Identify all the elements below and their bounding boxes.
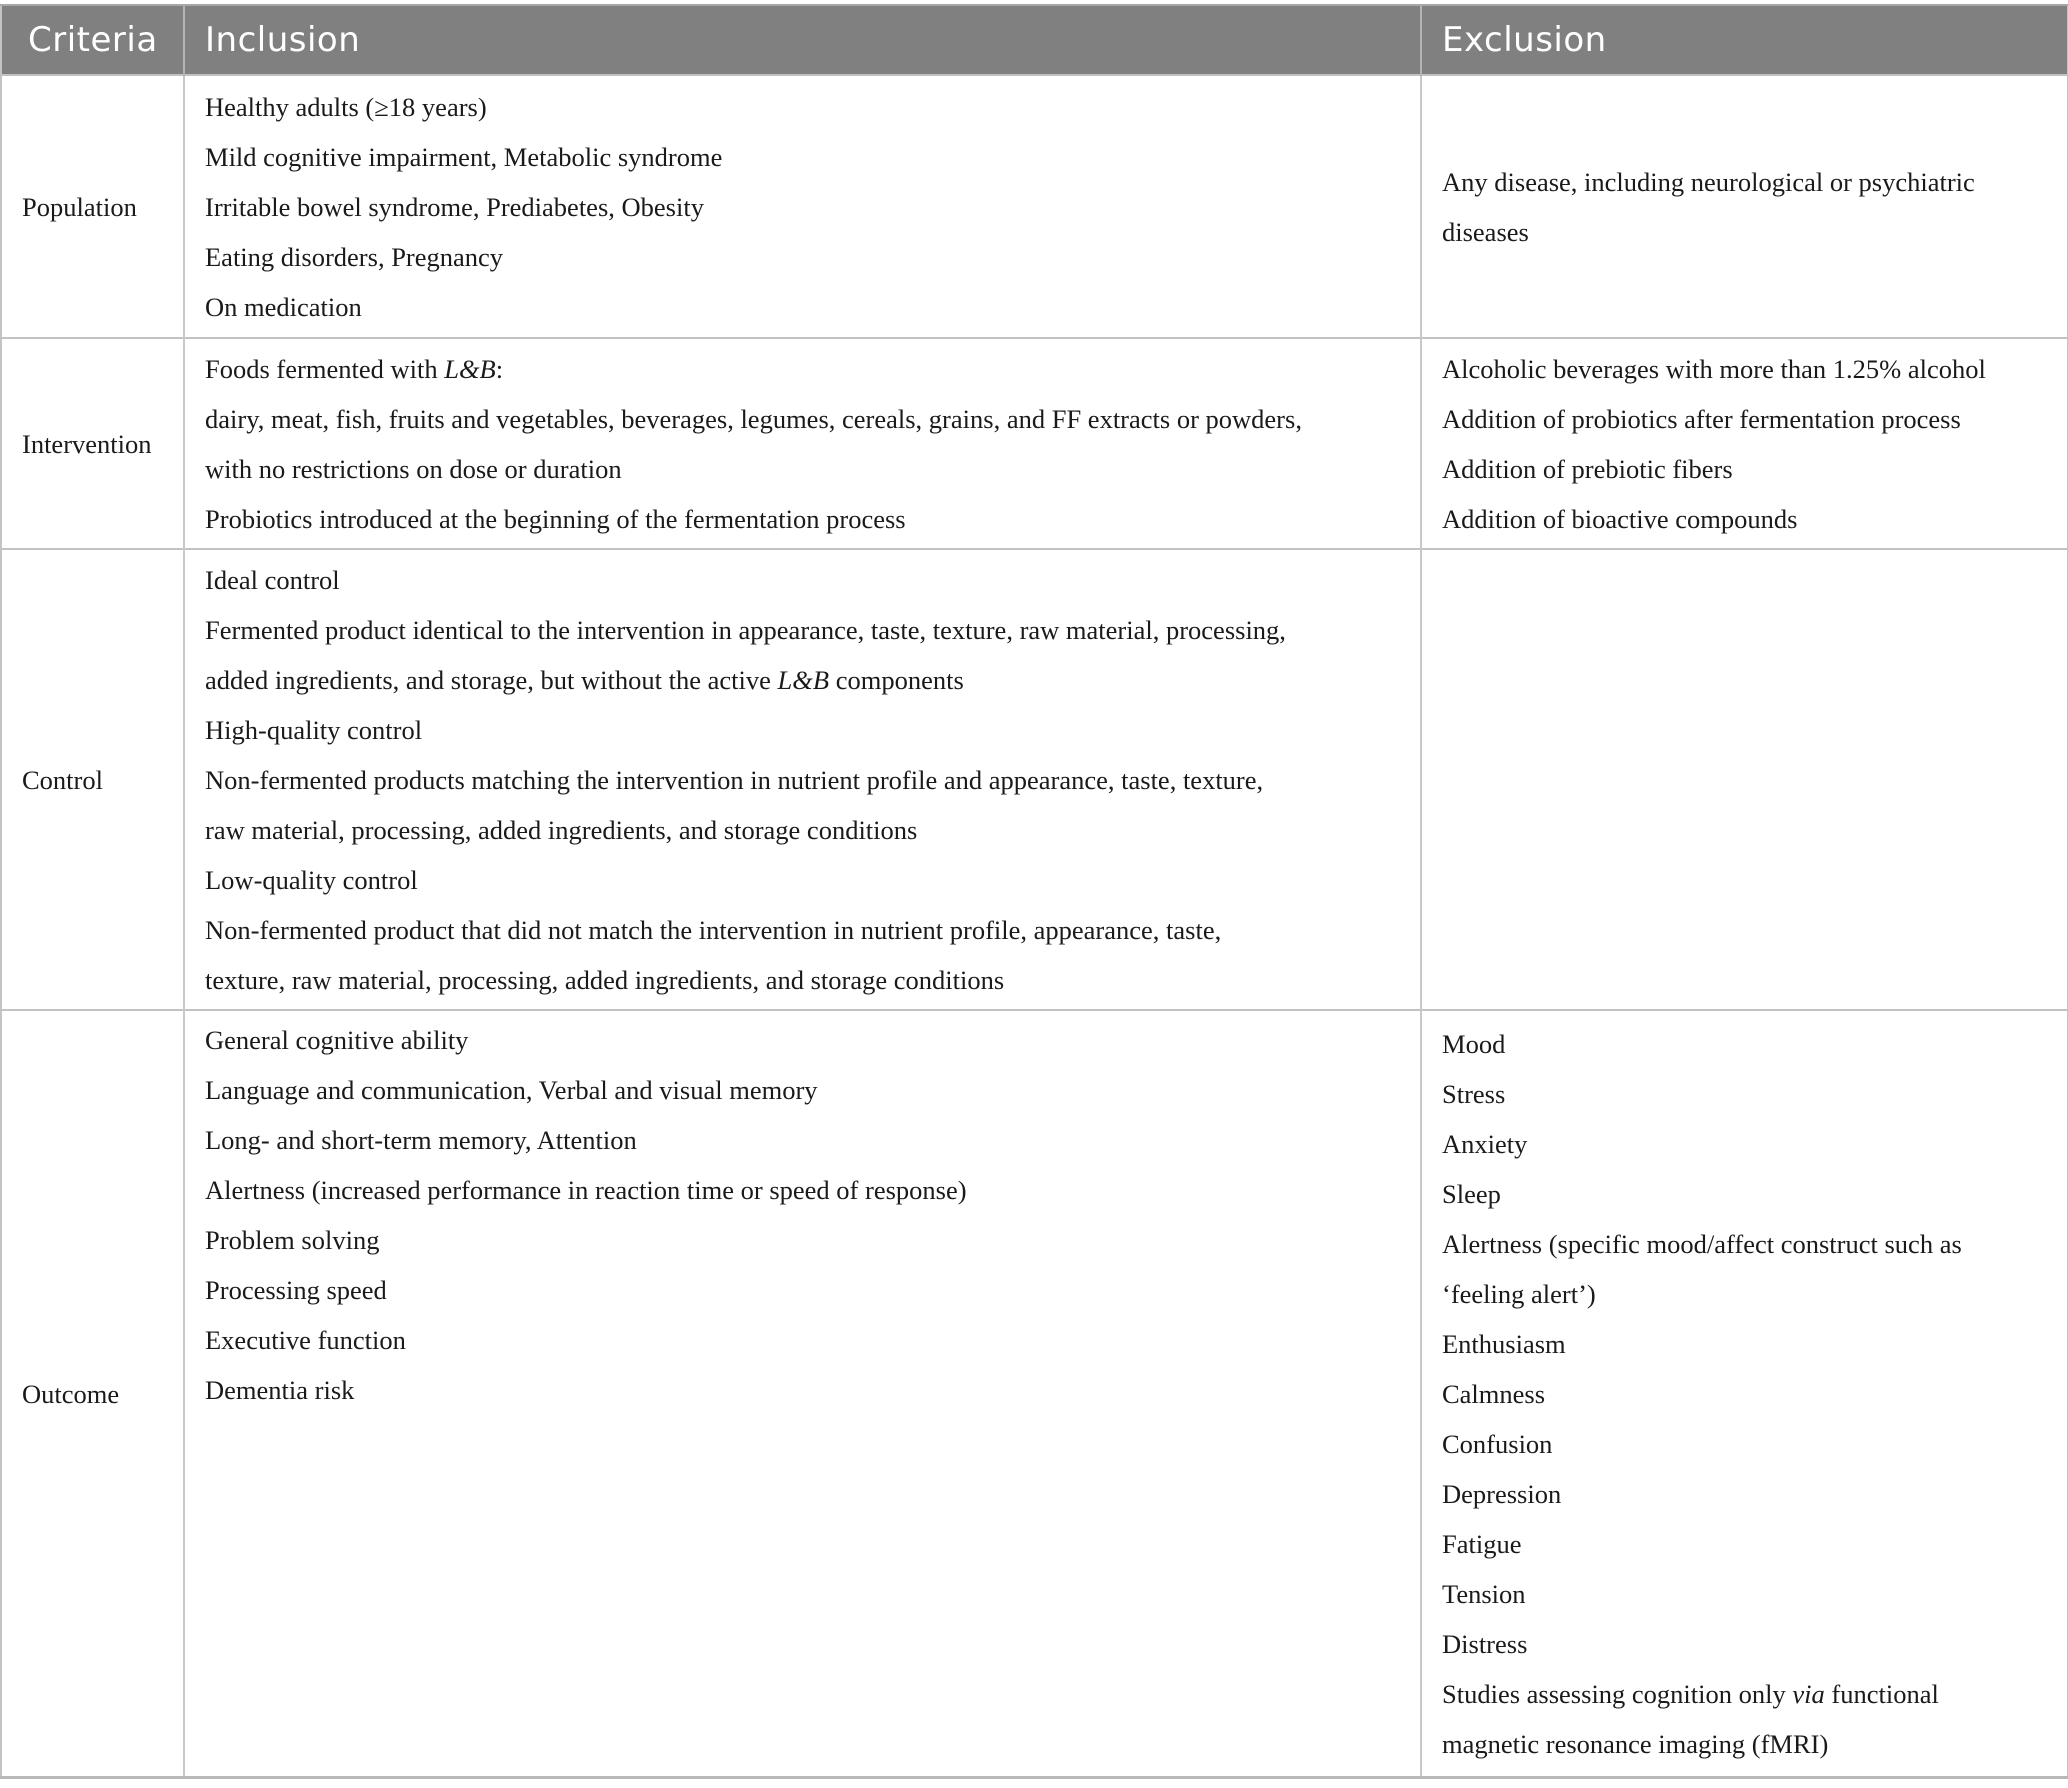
cell-line: Addition of prebiotic fibers bbox=[1442, 453, 1733, 484]
italic-term: L&B bbox=[444, 353, 496, 384]
criteria-cell: Intervention bbox=[1, 338, 184, 549]
cell-line: Calmness bbox=[1442, 1378, 1546, 1409]
cell-line: Distress bbox=[1442, 1628, 1528, 1659]
cell-line: Executive function bbox=[205, 1325, 406, 1355]
cell-line: High-quality control bbox=[205, 714, 423, 745]
criteria-cell: Control bbox=[1, 549, 184, 1010]
cell-line: Alcoholic beverages with more than 1.25% alcohol bbox=[1442, 353, 1986, 384]
cell-line: Long- and short-term memory, Attention bbox=[205, 1125, 637, 1155]
inclusion-cell bbox=[184, 1010, 1421, 1778]
criteria-table bbox=[0, 4, 2068, 1779]
cell-line: Enthusiasm bbox=[1442, 1328, 1566, 1359]
cell-line: Mild cognitive impairment, Metabolic syndrome bbox=[205, 141, 723, 172]
text-fragment: Foods fermented with bbox=[205, 353, 445, 384]
cell-line: Anxiety bbox=[1442, 1128, 1528, 1159]
cell-line: Fatigue bbox=[1442, 1528, 1522, 1559]
text-fragment: components bbox=[829, 664, 964, 695]
cell-line: magnetic resonance imaging (fMRI) bbox=[1442, 1728, 1829, 1759]
cell-line: Eating disorders, Pregnancy bbox=[205, 241, 504, 272]
cell-line: Problem solving bbox=[205, 1225, 380, 1255]
cell-line: Processing speed bbox=[205, 1275, 387, 1305]
cell-line: Confusion bbox=[1442, 1428, 1553, 1459]
text-fragment: added ingredients, and storage, but without the active bbox=[205, 664, 778, 695]
cell-line: Stress bbox=[1442, 1078, 1506, 1109]
header-inclusion: Inclusion bbox=[184, 5, 1421, 75]
inclusion-cell bbox=[184, 549, 1421, 1010]
cell-line: Any disease, including neurological or psychiatric bbox=[1442, 166, 1975, 197]
cell-line: texture, raw material, processing, added ingredients, and storage conditions bbox=[205, 964, 1005, 995]
italic-term: via bbox=[1792, 1678, 1825, 1709]
cell-line: General cognitive ability bbox=[205, 1025, 469, 1055]
inclusion-cell bbox=[184, 338, 1421, 549]
criteria-cell: Population bbox=[1, 75, 184, 338]
criteria-cell: Outcome bbox=[1, 1010, 184, 1778]
text-fragment: functional bbox=[1824, 1678, 1939, 1709]
cell-line: Alertness (increased performance in reaction time or speed of response) bbox=[205, 1175, 967, 1205]
cell-line: Depression bbox=[1442, 1478, 1562, 1509]
cell-line: Non-fermented product that did not match the intervention in nutrient profile, appearance, taste, bbox=[205, 914, 1222, 945]
text-fragment: : bbox=[495, 353, 504, 384]
exclusion-cell bbox=[1421, 549, 2068, 1010]
text-fragment: Studies assessing cognition only bbox=[1442, 1678, 1793, 1709]
exclusion-cell bbox=[1421, 338, 2068, 549]
table-header-row bbox=[1, 5, 2068, 75]
header-exclusion: Exclusion bbox=[1421, 5, 2068, 75]
cell-line: Mood bbox=[1442, 1028, 1506, 1059]
cell-line bbox=[205, 344, 1404, 394]
exclusion-cell bbox=[1421, 1010, 2068, 1778]
cell-line: Probiotics introduced at the beginning of the fermentation process bbox=[205, 503, 906, 534]
cell-line: Tension bbox=[1442, 1578, 1526, 1609]
cell-line: Sleep bbox=[1442, 1178, 1501, 1209]
cell-line bbox=[1442, 1669, 2051, 1719]
cell-line: Addition of bioactive compounds bbox=[1442, 503, 1798, 534]
inclusion-cell bbox=[184, 75, 1421, 338]
italic-term: L&B bbox=[777, 664, 830, 695]
cell-line: Fermented product identical to the intervention in appearance, taste, texture, raw material, processing, bbox=[205, 614, 1286, 645]
table-row-control bbox=[1, 549, 2068, 1010]
table-row-intervention bbox=[1, 338, 2068, 549]
table-row-population bbox=[1, 75, 2068, 338]
exclusion-cell bbox=[1421, 75, 2068, 338]
cell-line: Alertness (specific mood/affect construct such as bbox=[1442, 1228, 1962, 1259]
table-row-outcome bbox=[1, 1010, 2068, 1778]
cell-line: Dementia risk bbox=[205, 1375, 355, 1405]
cell-line: Irritable bowel syndrome, Prediabetes, Obesity bbox=[205, 191, 704, 222]
cell-line: Addition of probiotics after fermentation process bbox=[1442, 403, 1961, 434]
cell-line: Non-fermented products matching the intervention in nutrient profile and appearance, taste, texture, bbox=[205, 764, 1264, 795]
cell-line: ‘feeling alert’) bbox=[1442, 1278, 1596, 1309]
cell-line bbox=[205, 655, 1404, 705]
header-criteria: Criteria bbox=[1, 5, 184, 75]
cell-line: Healthy adults (≥18 years) bbox=[205, 91, 487, 122]
cell-line: dairy, meat, fish, fruits and vegetables, beverages, legumes, cereals, grains, and FF extracts or powders, bbox=[205, 403, 1302, 434]
cell-line: raw material, processing, added ingredients, and storage conditions bbox=[205, 814, 918, 845]
cell-line: with no restrictions on dose or duration bbox=[205, 453, 622, 484]
cell-line: diseases bbox=[1442, 216, 1529, 247]
cell-line: On medication bbox=[205, 291, 362, 322]
cell-line: Language and communication, Verbal and visual memory bbox=[205, 1075, 818, 1105]
cell-line: Low-quality control bbox=[205, 864, 418, 895]
cell-line: Ideal control bbox=[205, 564, 340, 595]
